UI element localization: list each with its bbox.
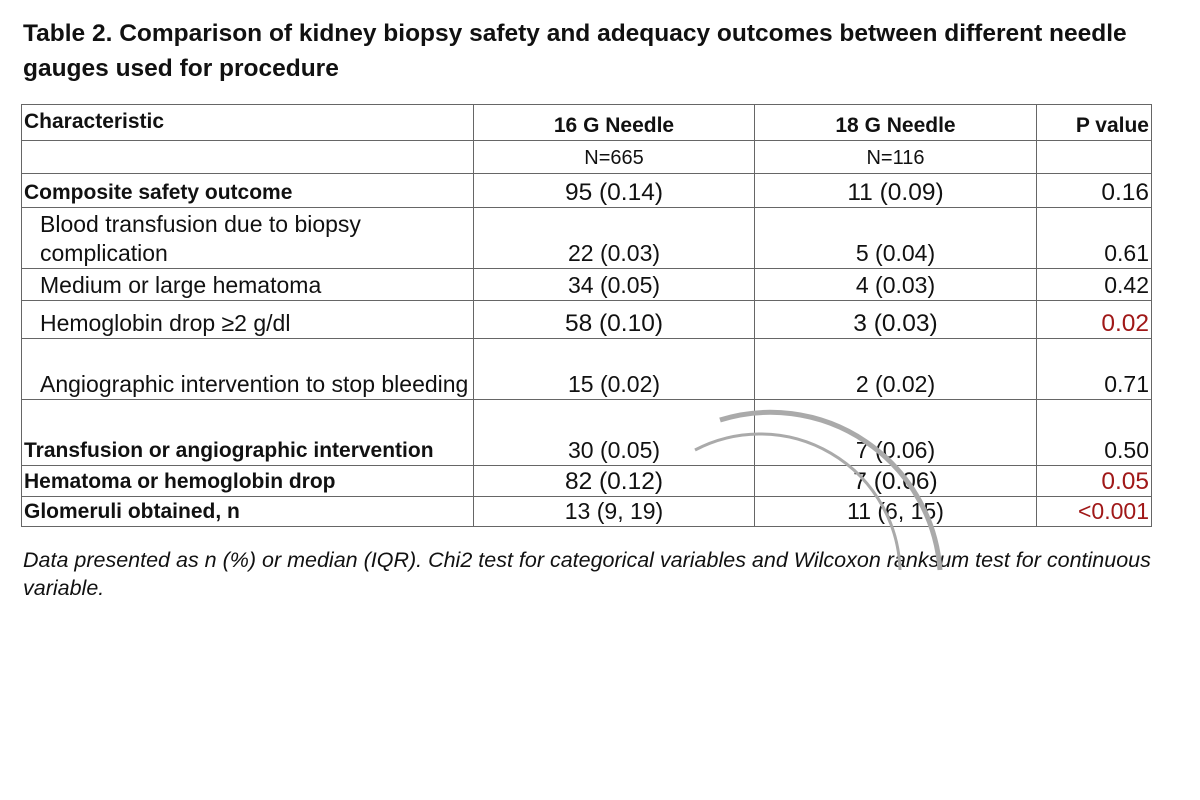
header-characteristic: Characteristic [22, 105, 474, 141]
table-title: Table 2. Comparison of kidney biopsy safety and adequacy outcomes between different needle gauges used for procedure [23, 20, 1127, 82]
row-p-value: 0.16 [1037, 174, 1152, 208]
row-16g-value: 15 (0.02) [474, 339, 755, 400]
row-label: Hemoglobin drop ≥2 g/dl [22, 301, 474, 339]
table-row [22, 269, 1152, 301]
row-18g-value: 4 (0.03) [755, 269, 1037, 301]
table-row [22, 339, 1152, 400]
header-p-value: P value [1037, 105, 1152, 141]
header-row [22, 105, 1152, 141]
row-16g-value: 82 (0.12) [474, 466, 755, 497]
row-18g-value: 3 (0.03) [755, 301, 1037, 339]
row-16g-value: 34 (0.05) [474, 269, 755, 301]
table-footnote: Data presented as n (%) or median (IQR). Chi2 test for categorical variables and Wilcoxon ranksum test for continuous variable. [23, 548, 1151, 600]
table-row [22, 301, 1152, 339]
table-row [22, 400, 1152, 466]
row-label: Glomeruli obtained, n [22, 497, 474, 527]
row-16g-value: 58 (0.10) [474, 301, 755, 339]
row-p-value: 0.42 [1037, 269, 1152, 301]
table-row [22, 174, 1152, 208]
row-label: Transfusion or angiographic intervention [22, 400, 474, 466]
row-p-value: 0.61 [1037, 208, 1152, 269]
count-16g: N=665 [474, 141, 755, 174]
row-16g-value: 95 (0.14) [474, 174, 755, 208]
row-16g-value: 30 (0.05) [474, 400, 755, 466]
table-row [22, 466, 1152, 497]
header-18g: 18 G Needle [755, 105, 1037, 141]
row-18g-value: 7 (0.06) [755, 400, 1037, 466]
row-16g-value: 13 (9, 19) [474, 497, 755, 527]
table-row [22, 208, 1152, 269]
row-18g-value: 5 (0.04) [755, 208, 1037, 269]
row-18g-value: 11 (0.09) [755, 174, 1037, 208]
count-p [1037, 141, 1152, 174]
row-label: Blood transfusion due to biopsy complication [22, 208, 474, 269]
row-16g-value: 22 (0.03) [474, 208, 755, 269]
row-p-value: 0.71 [1037, 339, 1152, 400]
count-18g: N=116 [755, 141, 1037, 174]
row-label: Composite safety outcome [22, 174, 474, 208]
count-label [22, 141, 474, 174]
row-label: Medium or large hematoma [22, 269, 474, 301]
results-table [21, 104, 1152, 527]
row-p-value-significant: 0.02 [1037, 301, 1152, 339]
row-label: Angiographic intervention to stop bleeding [22, 339, 474, 400]
row-18g-value: 2 (0.02) [755, 339, 1037, 400]
row-p-value-significant: 0.05 [1037, 466, 1152, 497]
row-18g-value: 7 (0.06) [755, 466, 1037, 497]
row-p-value: 0.50 [1037, 400, 1152, 466]
row-label: Hematoma or hemoglobin drop [22, 466, 474, 497]
row-18g-value: 11 (6, 15) [755, 497, 1037, 527]
row-p-value-significant: <0.001 [1037, 497, 1152, 527]
header-16g: 16 G Needle [474, 105, 755, 141]
count-row [22, 141, 1152, 174]
table-row [22, 497, 1152, 527]
